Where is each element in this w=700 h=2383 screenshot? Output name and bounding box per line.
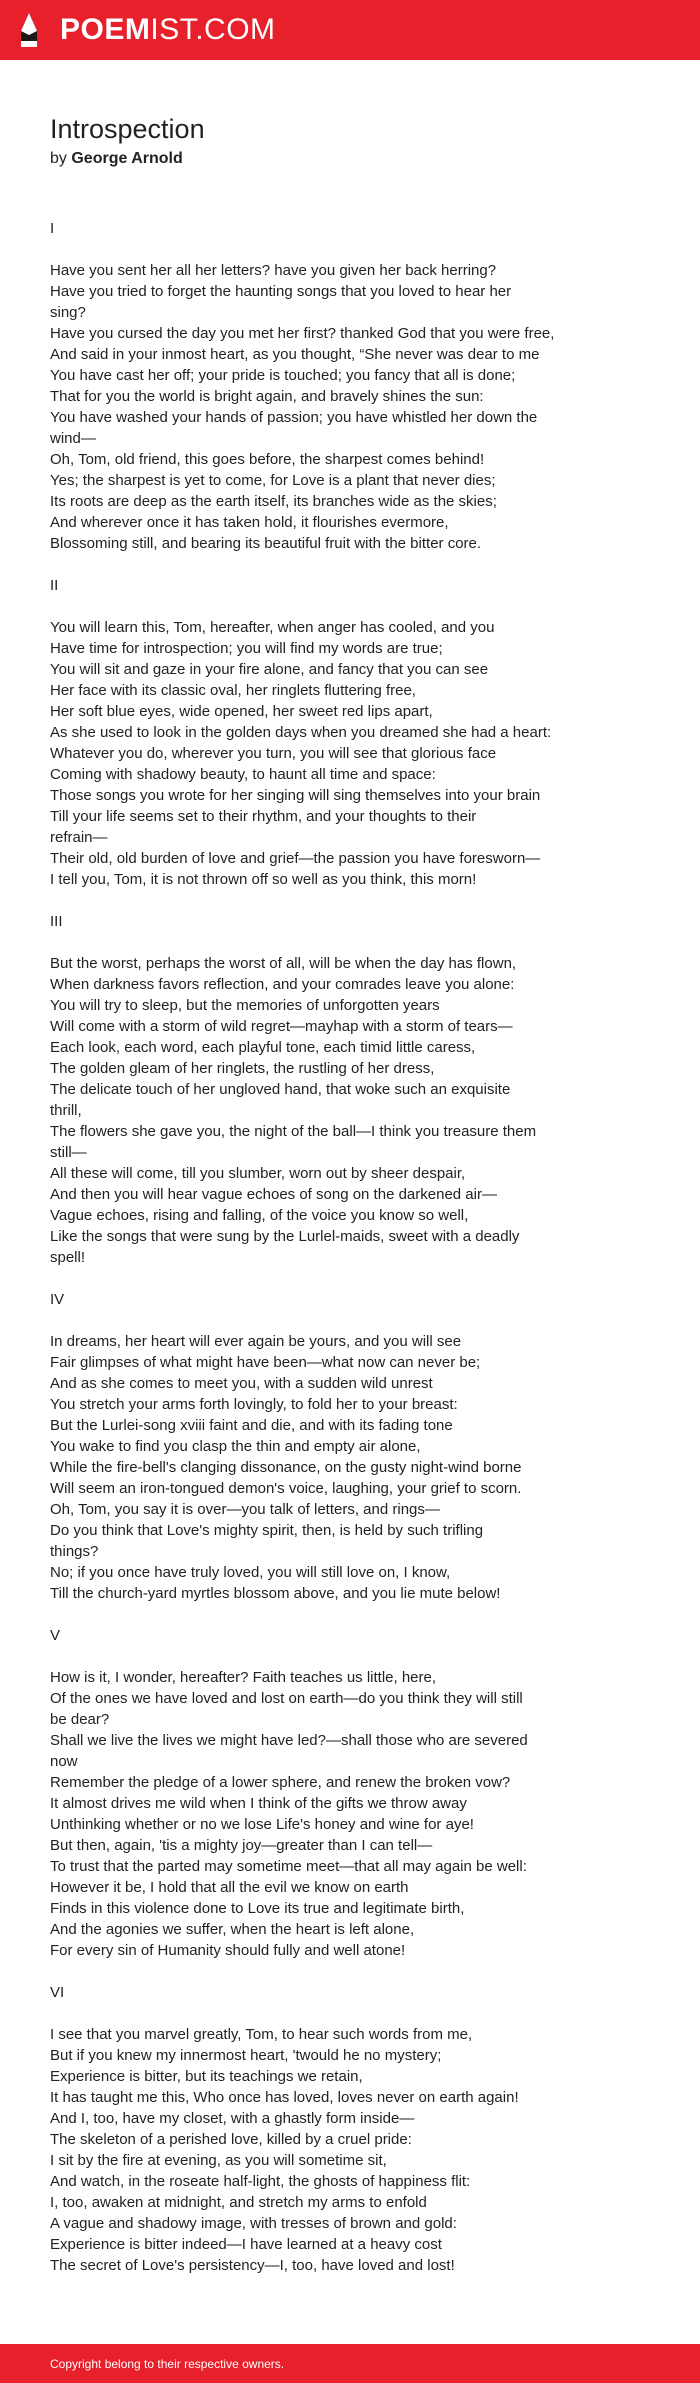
poem-line: Her soft blue eyes, wide opened, her sweet red lips apart, (50, 703, 433, 720)
stanza (50, 2024, 660, 2276)
poem-title: Introspection (50, 114, 205, 144)
poem-line: Like the songs that were sung by the Lurlel-maids, sweet with a deadly (50, 1228, 520, 1245)
poem-line: Remember the pledge of a lower sphere, and renew the broken vow? (50, 1774, 511, 1791)
poem-line: The flowers she gave you, the night of the ball—I think you treasure them (50, 1123, 537, 1140)
poem-line: Coming with shadowy beauty, to haunt all time and space: (50, 766, 436, 783)
logo-brand-light: IST.COM (150, 13, 276, 46)
section-numeral: II (50, 577, 59, 594)
poem-line: I, too, awaken at midnight, and stretch my arms to enfold (50, 2194, 427, 2211)
poem-line: Whatever you do, wherever you turn, you will see that glorious face (50, 745, 497, 762)
poem-line: And I, too, have my closet, with a ghastly form inside— (50, 2110, 415, 2127)
poem-line: Will seem an iron-tongued demon's voice, laughing, your grief to scorn. (50, 1480, 522, 1497)
poem-line: A vague and shadowy image, with tresses of brown and gold: (50, 2215, 457, 2232)
poem-line: Unthinking whether or no we lose Life's honey and wine for aye! (50, 1816, 474, 1833)
poem-line: I see that you marvel greatly, Tom, to hear such words from me, (50, 2026, 473, 2043)
poem-line: And then you will hear vague echoes of song on the darkened air— (50, 1186, 497, 1203)
poem-content (50, 112, 660, 2297)
poem-line: Blossoming still, and bearing its beautiful fruit with the bitter core. (50, 535, 482, 552)
poem-line: Till the church-yard myrtles blossom above, and you lie mute below! (50, 1585, 501, 1602)
poem-body (50, 218, 660, 2276)
poem-line: And as she comes to meet you, with a sudden wild unrest (50, 1375, 433, 1392)
poem-line: All these will come, till you slumber, worn out by sheer despair, (50, 1165, 466, 1182)
poem-line: Vague echoes, rising and falling, of the voice you know so well, (50, 1207, 469, 1224)
poem-line: To trust that the parted may sometime meet—that all may again be well: (50, 1858, 527, 1875)
poem-line: sing? (50, 304, 86, 321)
copyright-text: Copyright belong to their respective owners. (50, 2357, 285, 2371)
poem-line: Those songs you wrote for her singing will sing themselves into your brain (50, 787, 541, 804)
poem-line: You will try to sleep, but the memories of unforgotten years (50, 997, 440, 1014)
poem-line: Oh, Tom, old friend, this goes before, the sharpest comes behind! (50, 451, 485, 468)
poem-line: The delicate touch of her ungloved hand, that woke such an exquisite (50, 1081, 511, 1098)
poem-line: And wherever once it has taken hold, it flourishes evermore, (50, 514, 449, 531)
poem-line: I sit by the fire at evening, as you will sometime sit, (50, 2152, 387, 2169)
poem-line: Have you sent her all her letters? have you given her back herring? (50, 262, 497, 279)
poem-line: No; if you once have truly loved, you will still love on, I know, (50, 1564, 451, 1581)
poem-line: But then, again, 'tis a mighty joy—greater than I can tell— (50, 1837, 433, 1854)
poem-line: I tell you, Tom, it is not thrown off so well as you think, this morn! (50, 871, 477, 888)
poem-section (50, 1289, 660, 1604)
poem-line: And watch, in the roseate half-light, the ghosts of happiness flit: (50, 2173, 471, 2190)
by-label: by (50, 150, 67, 167)
poem-line: And said in your inmost heart, as you thought, “She never was dear to me (50, 346, 540, 363)
poem-section (50, 218, 660, 554)
poem-line: You have cast her off; your pride is touched; you fancy that all is done; (50, 367, 516, 384)
poem-line: But the Lurlei-song xviii faint and die, and with its fading tone (50, 1417, 453, 1434)
author-name[interactable]: George Arnold (71, 150, 183, 167)
poem-line: Have you cursed the day you met her first? thanked God that you were free, (50, 325, 555, 342)
poem-line: When darkness favors reflection, and your comrades leave you alone: (50, 976, 515, 993)
poem-line: be dear? (50, 1711, 110, 1728)
poem-line: As she used to look in the golden days when you dreamed she had a heart: (50, 724, 552, 741)
poem-line: Its roots are deep as the earth itself, its branches wide as the skies; (50, 493, 497, 510)
poem-line: Experience is bitter indeed—I have learned at a heavy cost (50, 2236, 442, 2253)
site-logo[interactable] (60, 14, 276, 46)
poem-line: The skeleton of a perished love, killed by a cruel pride: (50, 2131, 412, 2148)
poem-line: It almost drives me wild when I think of the gifts we throw away (50, 1795, 467, 1812)
poem-line: The golden gleam of her ringlets, the rustling of her dress, (50, 1060, 435, 1077)
stanza (50, 1667, 660, 1961)
poem-line: For every sin of Humanity should fully and well atone! (50, 1942, 406, 1959)
poem-line: spell! (50, 1249, 86, 1266)
poem-line: Have you tried to forget the haunting songs that you loved to hear her (50, 283, 512, 300)
poem-line: Will come with a storm of wild regret—mayhap with a storm of tears— (50, 1018, 513, 1035)
poem-line: wind— (50, 430, 96, 447)
poem-line: Oh, Tom, you say it is over—you talk of letters, and rings— (50, 1501, 440, 1518)
section-numeral: VI (50, 1984, 65, 2001)
stanza (50, 617, 660, 890)
poem-line: In dreams, her heart will ever again be yours, and you will see (50, 1333, 462, 1350)
poem-line: Shall we live the lives we might have led?—shall those who are severed (50, 1732, 528, 1749)
poem-line: Of the ones we have loved and lost on earth—do you think they will still (50, 1690, 523, 1707)
poem-line: Experience is bitter, but its teachings we retain, (50, 2068, 363, 2085)
poem-line: Fair glimpses of what might have been—what now can never be; (50, 1354, 481, 1371)
poem-line: Till your life seems set to their rhythm, and your thoughts to their (50, 808, 477, 825)
section-numeral: V (50, 1627, 61, 1644)
logo-brand-bold: POEM (60, 13, 151, 46)
poem-section (50, 1625, 660, 1961)
poem-line: Have time for introspection; you will find my words are true; (50, 640, 443, 657)
poem-line: You have washed your hands of passion; you have whistled her down the (50, 409, 538, 426)
section-numeral: I (50, 220, 55, 237)
poem-line: thrill, (50, 1102, 82, 1119)
poem-line: Each look, each word, each playful tone, each timid little caress, (50, 1039, 476, 1056)
poem-line: refrain— (50, 829, 108, 846)
poem-line: You stretch your arms forth lovingly, to fold her to your breast: (50, 1396, 458, 1413)
poem-line: Finds in this violence done to Love its true and legitimate birth, (50, 1900, 465, 1917)
poem-line: You will sit and gaze in your fire alone, and fancy that you can see (50, 661, 489, 678)
byline (50, 148, 660, 170)
poem-line: It has taught me this, Who once has loved, loves never on earth again! (50, 2089, 519, 2106)
poem-line: Their old, old burden of love and grief—the passion you have foresworn— (50, 850, 541, 867)
poem-line: You wake to find you clasp the thin and empty air alone, (50, 1438, 421, 1455)
poem-line: And the agonies we suffer, when the heart is left alone, (50, 1921, 415, 1938)
poem-line: Do you think that Love's mighty spirit, then, is held by such trifling (50, 1522, 484, 1539)
poem-section (50, 575, 660, 890)
poem-line: Her face with its classic oval, her ringlets fluttering free, (50, 682, 416, 699)
poem-line: While the fire-bell's clanging dissonance, on the gusty night-wind borne (50, 1459, 522, 1476)
poem-line: things? (50, 1543, 99, 1560)
poem-line: still— (50, 1144, 87, 1161)
poem-section (50, 1982, 660, 2276)
site-footer (0, 2344, 700, 2383)
pen-nib-icon[interactable] (17, 11, 41, 51)
section-numeral: IV (50, 1291, 65, 1308)
stanza (50, 953, 660, 1268)
poem-line: Yes; the sharpest is yet to come, for Love is a plant that never dies; (50, 472, 496, 489)
stanza (50, 260, 660, 554)
section-numeral: III (50, 913, 63, 930)
poem-line: But if you knew my innermost heart, 'twould he no mystery; (50, 2047, 442, 2064)
poem-section (50, 911, 660, 1268)
stanza (50, 1331, 660, 1604)
poem-line: However it be, I hold that all the evil we know on earth (50, 1879, 409, 1896)
poem-line: You will learn this, Tom, hereafter, when anger has cooled, and you (50, 619, 495, 636)
poem-line: The secret of Love's persistency—I, too, have loved and lost! (50, 2257, 455, 2274)
poem-line: How is it, I wonder, hereafter? Faith teaches us little, here, (50, 1669, 437, 1686)
poem-line: now (50, 1753, 78, 1770)
site-header (0, 0, 700, 60)
poem-line: That for you the world is bright again, and bravely shines the sun: (50, 388, 484, 405)
poem-line: But the worst, perhaps the worst of all, will be when the day has flown, (50, 955, 517, 972)
